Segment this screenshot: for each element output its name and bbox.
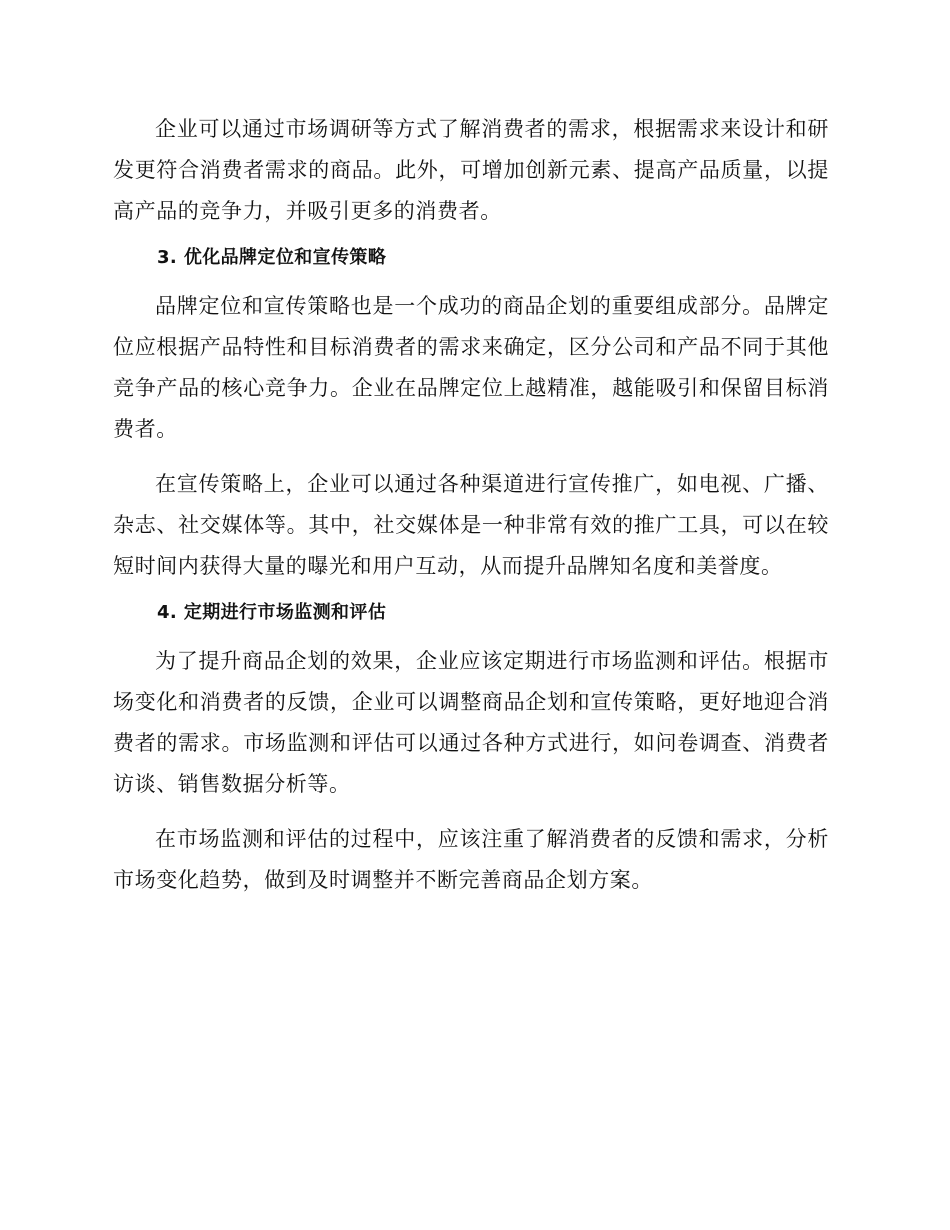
paragraph-continuous-improvement: 在市场监测和评估的过程中，应该注重了解消费者的反馈和需求，分析市场变化趋势，做到及时调整并不断完善商品企划方案。 [113, 827, 829, 892]
section-heading-brand-positioning: 3. 优化品牌定位和宣传策略 [157, 247, 387, 268]
paragraph-market-monitoring: 为了提升商品企划的效果，企业应该定期进行市场监测和评估。根据市场变化和消费者的反馈，企业可以调整商品企划和宣传策略，更好地迎合消费者的需求。市场监测和评估可以通过各种方式进行，如问卷调查、消费者访谈、销售数据分析等。 [113, 649, 829, 796]
document-body [113, 109, 829, 901]
section-heading-market-monitoring: 4. 定期进行市场监测和评估 [157, 602, 387, 623]
paragraph-product-design: 企业可以通过市场调研等方式了解消费者的需求，根据需求来设计和研发更符合消费者需求的商品。此外，可增加创新元素、提高产品质量，以提高产品的竞争力，并吸引更多的消费者。 [113, 117, 829, 223]
paragraph-promotion-strategy: 在宣传策略上，企业可以通过各种渠道进行宣传推广，如电视、广播、杂志、社交媒体等。其中，社交媒体是一种非常有效的推广工具，可以在较短时间内获得大量的曝光和用户互动，从而提升品牌知名度和美誉度。 [113, 472, 829, 578]
paragraph-brand-positioning: 品牌定位和宣传策略也是一个成功的商品企划的重要组成部分。品牌定位应根据产品特性和目标消费者的需求来确定，区分公司和产品不同于其他竞争产品的核心竞争力。企业在品牌定位上越精准，越能吸引和保留目标消费者。 [113, 294, 829, 441]
